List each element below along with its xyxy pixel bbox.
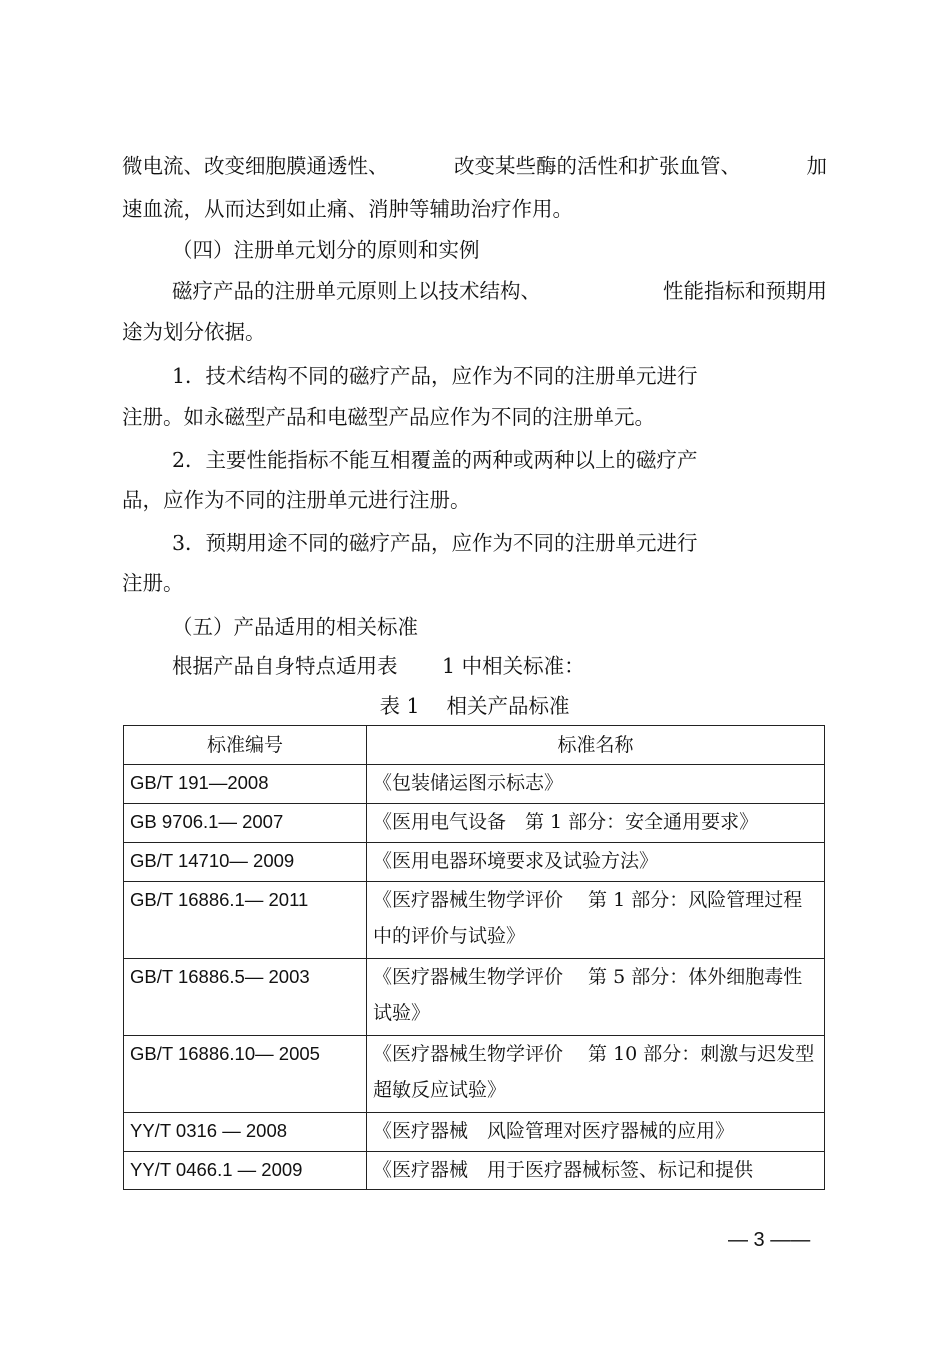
standard-name: 《医疗器械生物学评价 第 1 部分：风险管理过程中的评价与试验》: [367, 882, 825, 959]
standard-code: GB/T 14710— 2009: [124, 843, 367, 882]
list-item-1-line-2: 注册。如永磁型产品和电磁型产品应作为不同的注册单元。: [122, 405, 655, 429]
standard-code: GB/T 16886.10— 2005: [124, 1036, 367, 1113]
table-row: [124, 765, 825, 804]
table-row: [124, 1113, 825, 1152]
column-header-name: 标准名称: [367, 726, 825, 765]
standard-name: 《医疗器械生物学评价 第 5 部分：体外细胞毒性试验》: [367, 959, 825, 1036]
text-segment: 加: [806, 154, 827, 178]
text-segment: 微电流、改变细胞膜通透性、: [122, 154, 389, 178]
text-segment: 根据产品自身特点适用表: [172, 654, 398, 678]
standard-name: 《包装储运图示标志》: [367, 765, 825, 804]
standard-name: 《医用电气设备 第 1 部分：安全通用要求》: [367, 804, 825, 843]
list-item-3-line-1: 3．预期用途不同的磁疗产品，应作为不同的注册单元进行: [172, 531, 698, 555]
table-row: [124, 843, 825, 882]
list-item-2-line-2: 品，应作为不同的注册单元进行注册。: [122, 488, 471, 512]
text-segment: 磁疗产品的注册单元原则上以技术结构、: [172, 279, 541, 303]
column-header-code: 标准编号: [124, 726, 367, 765]
paragraph-3: [172, 652, 602, 680]
standard-code: YY/T 0316 — 2008: [124, 1113, 367, 1152]
paragraph-1-line-1: [122, 152, 827, 180]
standard-code: GB/T 191—2008: [124, 765, 367, 804]
table-row: [124, 959, 825, 1036]
text-segment: 1 中相关标准：: [442, 654, 585, 678]
standard-name: 《医疗器械 用于医疗器械标签、标记和提供: [367, 1152, 825, 1190]
text-segment: 性能指标和预期用: [663, 279, 827, 303]
standard-name: 《医用电器环境要求及试验方法》: [367, 843, 825, 882]
section-heading-4: （四）注册单元划分的原则和实例: [172, 238, 480, 262]
standard-code: GB 9706.1— 2007: [124, 804, 367, 843]
standard-name: 《医疗器械 风险管理对医疗器械的应用》: [367, 1113, 825, 1152]
list-item-2-line-1: 2．主要性能指标不能互相覆盖的两种或两种以上的磁疗产: [172, 448, 698, 472]
list-item-1-line-1: 1．技术结构不同的磁疗产品，应作为不同的注册单元进行: [172, 364, 698, 388]
standards-table: [123, 725, 825, 1190]
standard-name: 《医疗器械生物学评价 第 10 部分：刺激与迟发型超敏反应试验》: [367, 1036, 825, 1113]
standard-code: YY/T 0466.1 — 2009: [124, 1152, 367, 1190]
standard-code: GB/T 16886.1— 2011: [124, 882, 367, 959]
table-row: [124, 882, 825, 959]
list-item-3-line-2: 注册。: [122, 571, 184, 595]
section-heading-5: （五）产品适用的相关标准: [172, 615, 418, 639]
page-number: — 3 ——: [728, 1229, 811, 1251]
text-segment: 改变某些酶的活性和扩张血管、: [454, 154, 741, 178]
paragraph-2-line-1: [172, 277, 827, 305]
paragraph-1-line-2: 速血流，从而达到如止痛、消肿等辅助治疗作用。: [122, 197, 573, 221]
table-row: [124, 1152, 825, 1190]
table-row: [124, 804, 825, 843]
table-header-row: [124, 726, 825, 765]
paragraph-2-line-2: 途为划分依据。: [122, 320, 266, 344]
table-row: [124, 1036, 825, 1113]
standard-code: GB/T 16886.5— 2003: [124, 959, 367, 1036]
table-caption: 表 1 相关产品标准: [379, 694, 570, 718]
